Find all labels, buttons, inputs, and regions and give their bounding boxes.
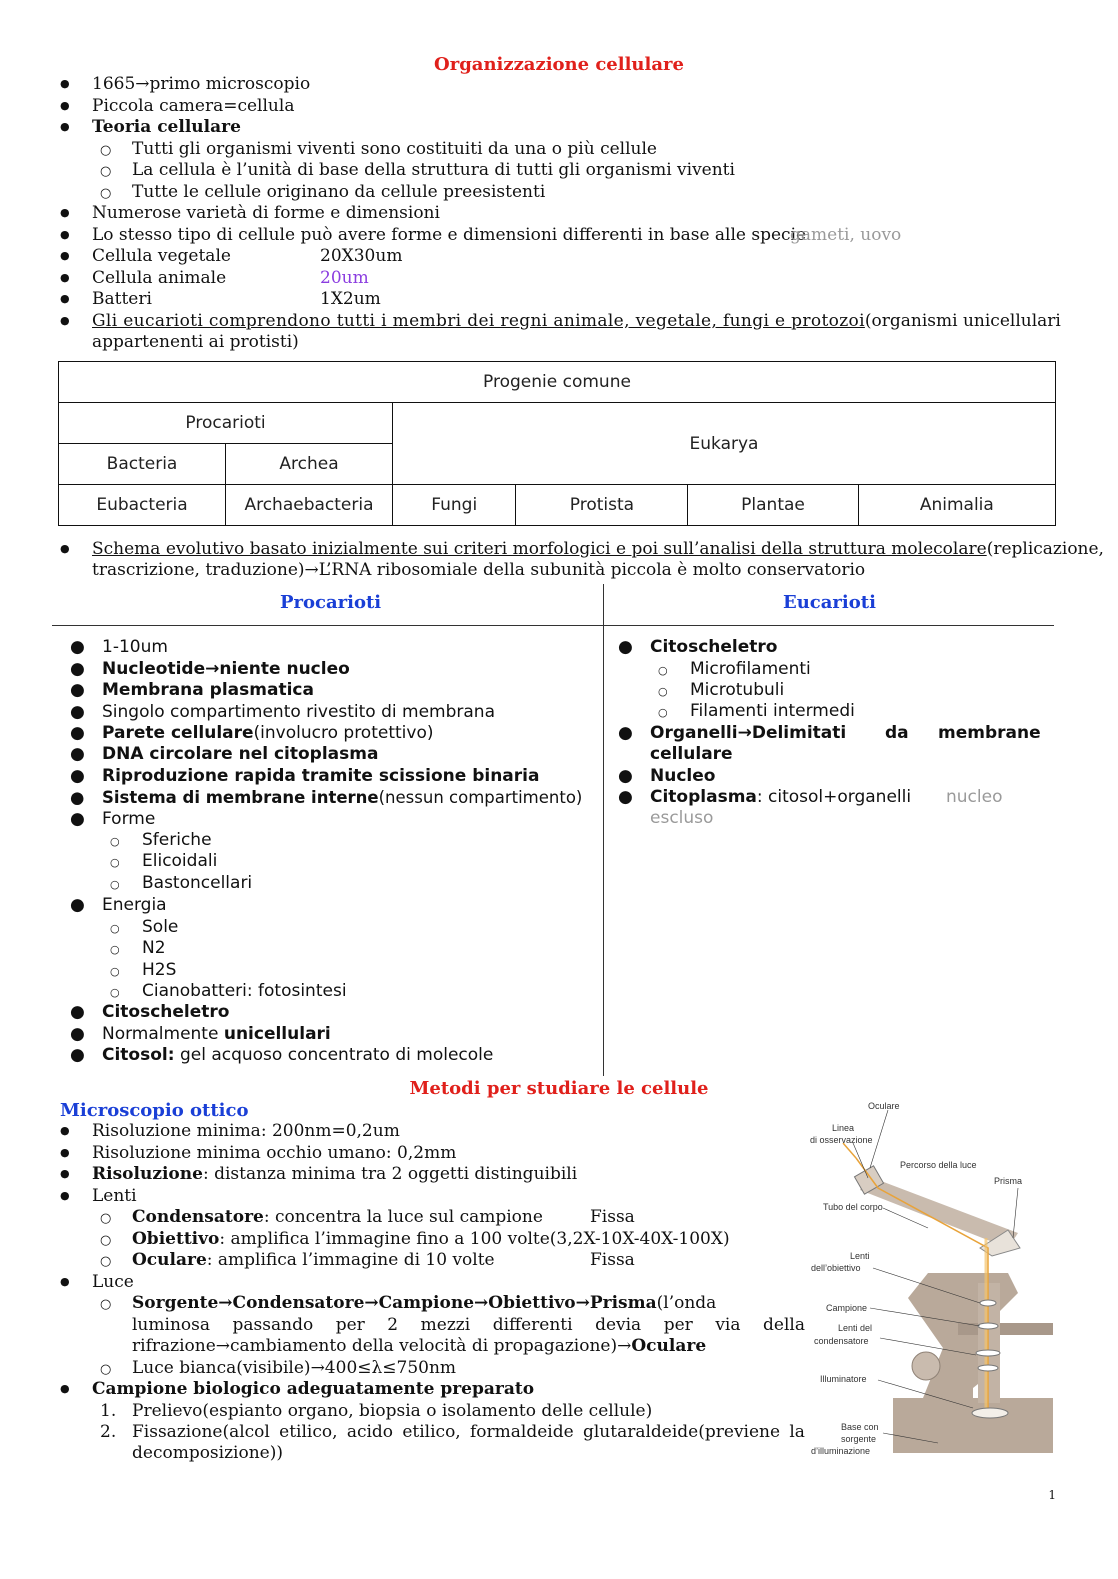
list-item: ● Normalmente unicellulari bbox=[70, 1024, 331, 1044]
list-item: ●1665→primo microscopio bbox=[60, 74, 310, 95]
list-item: 2. bbox=[100, 1422, 117, 1442]
list-item: ○Cianobatteri: fotosintesi bbox=[110, 981, 347, 1002]
list-item: ●Lenti bbox=[60, 1186, 137, 1207]
label-lenti-condensatore: condensatore bbox=[814, 1336, 869, 1346]
list-item: ● 1-10um bbox=[70, 637, 168, 657]
page-title: Organizzazione cellulare bbox=[434, 54, 684, 75]
list-item: ○Luce bianca(visibile)→400≤λ≤750nm bbox=[100, 1358, 456, 1379]
list-item: ●Campione biologico adeguatamente preparato bbox=[60, 1379, 534, 1400]
label-oculare: Oculare bbox=[868, 1101, 900, 1111]
label-base: sorgente bbox=[841, 1434, 877, 1444]
label-lenti-obiettivo: Lenti bbox=[850, 1251, 870, 1261]
label-tubo: Tubo del corpo bbox=[823, 1202, 883, 1212]
note: Fissa bbox=[590, 1207, 635, 1227]
list-item: ●Risoluzione minima occhio umano: 0,2mm bbox=[60, 1143, 456, 1164]
divider bbox=[603, 584, 604, 1076]
divider bbox=[52, 625, 1054, 626]
label-base: Base con bbox=[841, 1422, 879, 1432]
taxonomy-leaf: Fungi bbox=[393, 485, 516, 526]
list-item: ● Nucleo bbox=[618, 766, 716, 786]
label-prisma: Prisma bbox=[994, 1176, 1023, 1186]
leader-line bbox=[870, 1110, 888, 1168]
taxonomy-eukarya: Eukarya bbox=[393, 403, 1056, 485]
microscope-knob bbox=[912, 1352, 940, 1380]
list-item: 1. Prelievo(espianto organo, biopsia o isolamento delle cellule) bbox=[100, 1401, 653, 1421]
note: Fissa bbox=[590, 1250, 635, 1270]
list-item: ●Schema evolutivo basato inizialmente sui criteri morfologici e poi sull’analisi della struttura molecolare(replicazione, bbox=[60, 539, 1104, 560]
list-item: ● Membrana plasmatica bbox=[70, 680, 314, 700]
list-item: ● Citoscheletro bbox=[70, 1002, 230, 1022]
list-item: ●Cellula vegetale bbox=[60, 246, 231, 267]
list-item: ○Microtubuli bbox=[658, 680, 784, 701]
list-item: ○Sorgente→Condensatore→Campione→Obiettivo→Prisma(l’onda bbox=[100, 1293, 716, 1314]
label-campione: Campione bbox=[826, 1303, 868, 1313]
list-item: ●Risoluzione: distanza minima tra 2 oggetti distinguibili bbox=[60, 1164, 577, 1185]
list-item: ○La cellula è l’unità di base della struttura di tutti gli organismi viventi bbox=[100, 160, 735, 181]
label-lenti-obiettivo: dell’obiettivo bbox=[811, 1263, 861, 1273]
list-item: ● Singolo compartimento rivestito di membrana bbox=[70, 702, 496, 722]
eucarioti-heading: Eucarioti bbox=[783, 592, 876, 613]
list-item: ○Bastoncellari bbox=[110, 873, 252, 894]
illuminator-shape bbox=[972, 1408, 1008, 1418]
value: 20X30um bbox=[320, 246, 403, 266]
note: escluso bbox=[650, 808, 714, 828]
list-item: ○Obiettivo: amplifica l’immagine fino a 100 volte(3,2X-10X-40X-100X) bbox=[100, 1229, 730, 1250]
list-item-word: membrane bbox=[938, 723, 1041, 743]
taxonomy-archea: Archea bbox=[226, 444, 393, 485]
list-item-cont: trascrizione, traduzione)→L’RNA ribosomiale della subunità piccola è molto conservatorio bbox=[92, 560, 866, 580]
label-percorso: Percorso della luce bbox=[900, 1160, 977, 1170]
list-item: ● DNA circolare nel citoplasma bbox=[70, 744, 379, 764]
leader-line bbox=[853, 1143, 868, 1178]
list-item: ●Luce bbox=[60, 1272, 134, 1293]
note: nucleo bbox=[946, 787, 1003, 807]
list-item: ○Microfilamenti bbox=[658, 659, 811, 680]
list-item: ●Teoria cellulare bbox=[60, 117, 241, 138]
list-item: ● Organelli→Delimitati bbox=[618, 723, 847, 743]
label-linea: Linea bbox=[832, 1123, 855, 1133]
label-base: d’illuminazione bbox=[811, 1446, 871, 1456]
taxonomy-leaf: Animalia bbox=[858, 485, 1055, 526]
section-title: Metodi per studiare le cellule bbox=[409, 1078, 709, 1099]
note: gameti, uovo bbox=[790, 225, 902, 245]
subsection-title: Microscopio ottico bbox=[60, 1100, 249, 1121]
condenser-lens-shape bbox=[978, 1365, 998, 1371]
list-item: ● Energia bbox=[70, 895, 167, 915]
list-item: ○Tutti gli organismi viventi sono costituiti da una o più cellule bbox=[100, 139, 657, 160]
taxonomy-table bbox=[58, 361, 1056, 526]
list-item: ○Sole bbox=[110, 917, 178, 938]
list-item: ● Citosol: gel acquoso concentrato di molecole bbox=[70, 1045, 494, 1065]
taxonomy-leaf: Archaebacteria bbox=[226, 485, 393, 526]
page-number: 1 bbox=[1048, 1488, 1056, 1502]
label-illuminatore: Illuminatore bbox=[820, 1374, 867, 1384]
list-item-cont: decomposizione)) bbox=[132, 1443, 283, 1463]
microscope-diagram bbox=[808, 1098, 1058, 1473]
procarioti-heading: Procarioti bbox=[280, 592, 382, 613]
leader-line bbox=[1013, 1188, 1018, 1238]
list-item-cont: Fissazione(alcol etilico, acido etilico, formaldeide glutaraldeide(previene la bbox=[132, 1422, 805, 1442]
list-item: ●Gli eucarioti comprendono tutti i membri dei regni animale, vegetale, fungi e protozoi(organismi unicellulari bbox=[60, 311, 1056, 332]
condenser-lens-shape bbox=[976, 1350, 1000, 1356]
list-item: ●Piccola camera=cellula bbox=[60, 96, 294, 117]
label-lenti-condensatore: Lenti del bbox=[838, 1323, 873, 1333]
list-item: ● Forme bbox=[70, 809, 156, 829]
list-item: ●Lo stesso tipo di cellule può avere forme e dimensioni differenti in base alle specie bbox=[60, 225, 806, 246]
list-item: ○Sferiche bbox=[110, 830, 212, 851]
list-item: ● Riproduzione rapida tramite scissione binaria bbox=[70, 766, 540, 786]
list-item-cont: cellulare bbox=[650, 744, 733, 764]
list-item: ○Oculare: amplifica l’immagine di 10 volte bbox=[100, 1250, 495, 1271]
list-item: ●Batteri bbox=[60, 289, 152, 310]
list-item: ○Tutte le cellule originano da cellule preesistenti bbox=[100, 182, 545, 203]
value: 1X2um bbox=[320, 289, 381, 309]
taxonomy-procarioti: Procarioti bbox=[59, 403, 393, 444]
sample-shape bbox=[978, 1323, 998, 1329]
taxonomy-bacteria: Bacteria bbox=[59, 444, 226, 485]
list-item-word: da bbox=[885, 723, 909, 743]
list-item-cont: rifrazione→cambiamento della velocità di propagazione)→Oculare bbox=[132, 1336, 707, 1356]
list-item: ○Filamenti intermedi bbox=[658, 701, 855, 722]
list-item: ● Citoplasma: citosol+organelli bbox=[618, 787, 912, 807]
taxonomy-leaf: Eubacteria bbox=[59, 485, 226, 526]
list-item: ○H2S bbox=[110, 960, 176, 981]
microscope-eyepiece-tube bbox=[860, 1176, 1018, 1248]
taxonomy-leaf: Protista bbox=[516, 485, 688, 526]
objective-lens-shape bbox=[980, 1300, 996, 1306]
list-item: ● Sistema di membrane interne(nessun compartimento) bbox=[70, 788, 583, 807]
list-item: ● Citoscheletro bbox=[618, 637, 778, 657]
list-item: ● Nucleotide→niente nucleo bbox=[70, 659, 350, 679]
list-item: ○Condensatore: concentra la luce sul campione bbox=[100, 1207, 543, 1228]
taxonomy-root: Progenie comune bbox=[59, 362, 1056, 403]
taxonomy-leaf: Plantae bbox=[688, 485, 858, 526]
list-item: ○Elicoidali bbox=[110, 851, 217, 872]
list-item-cont: appartenenti ai protisti) bbox=[92, 332, 299, 352]
list-item: ○N2 bbox=[110, 938, 166, 959]
list-item-cont: luminosa passando per 2 mezzi differenti devia per via della bbox=[132, 1315, 805, 1335]
value: 20um bbox=[320, 268, 369, 288]
list-item: ●Cellula animale bbox=[60, 268, 226, 289]
list-item: ●Risoluzione minima: 200nm=0,2um bbox=[60, 1121, 400, 1142]
list-item: ● Parete cellulare(involucro protettivo) bbox=[70, 723, 434, 743]
list-item: ●Numerose varietà di forme e dimensioni bbox=[60, 203, 440, 224]
label-linea: di osservazione bbox=[810, 1135, 873, 1145]
